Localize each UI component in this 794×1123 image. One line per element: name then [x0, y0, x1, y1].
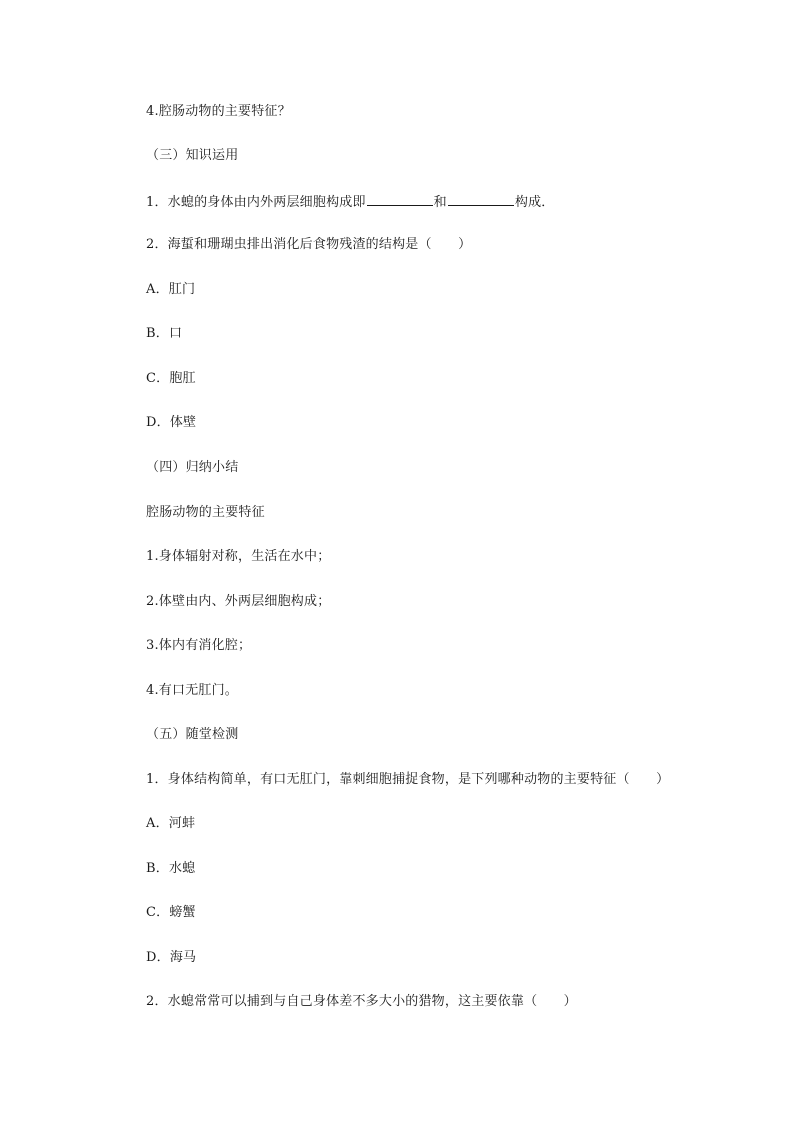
section-heading-knowledge-application: （三）知识运用 [146, 148, 239, 163]
option-b: B．口 [146, 326, 183, 341]
section-heading-quiz: （五）随堂检测 [146, 727, 239, 742]
answer-blank-1 [367, 193, 433, 206]
option-c: C．胞肛 [146, 371, 196, 386]
answer-blank-2 [448, 193, 514, 206]
section-heading-summary: （四）归纳小结 [146, 460, 239, 475]
quiz-option-d: D．海马 [146, 950, 197, 965]
quiz-question-2: 2．水螅常常可以捕到与自己身体差不多大小的猎物，这主要依靠（ ） [146, 994, 577, 1009]
quiz-option-b: B．水螅 [146, 861, 196, 876]
option-a: A．肛门 [146, 282, 196, 297]
summary-point-4: 4.有口无肛门。 [146, 683, 239, 698]
quiz-option-a: A．河蚌 [146, 816, 196, 831]
quiz-question-1: 1．身体结构简单，有口无肛门，靠刺细胞捕捉食物，是下列哪种动物的主要特征（ ） [146, 772, 670, 787]
summary-point-3: 3.体内有消化腔； [146, 638, 252, 653]
question-fill-blank-suffix: 构成． [514, 195, 555, 210]
option-d: D．体壁 [146, 415, 197, 430]
question-fill-blank [146, 193, 554, 211]
summary-point-1: 1.身体辐射对称，生活在水中； [146, 549, 331, 564]
summary-title: 腔肠动物的主要特征 [146, 505, 265, 520]
question-choice-1: 2．海蜇和珊瑚虫排出消化后食物残渣的结构是（ ） [146, 237, 472, 252]
question-fill-blank-prefix: 1．水螅的身体由内外两层细胞构成即 [146, 195, 366, 210]
question-4-text: 4.腔肠动物的主要特征？ [146, 104, 291, 119]
question-fill-blank-and: 和 [433, 195, 447, 210]
quiz-option-c: C．螃蟹 [146, 905, 196, 920]
summary-point-2: 2.体壁由内、外两层细胞构成； [146, 594, 331, 609]
